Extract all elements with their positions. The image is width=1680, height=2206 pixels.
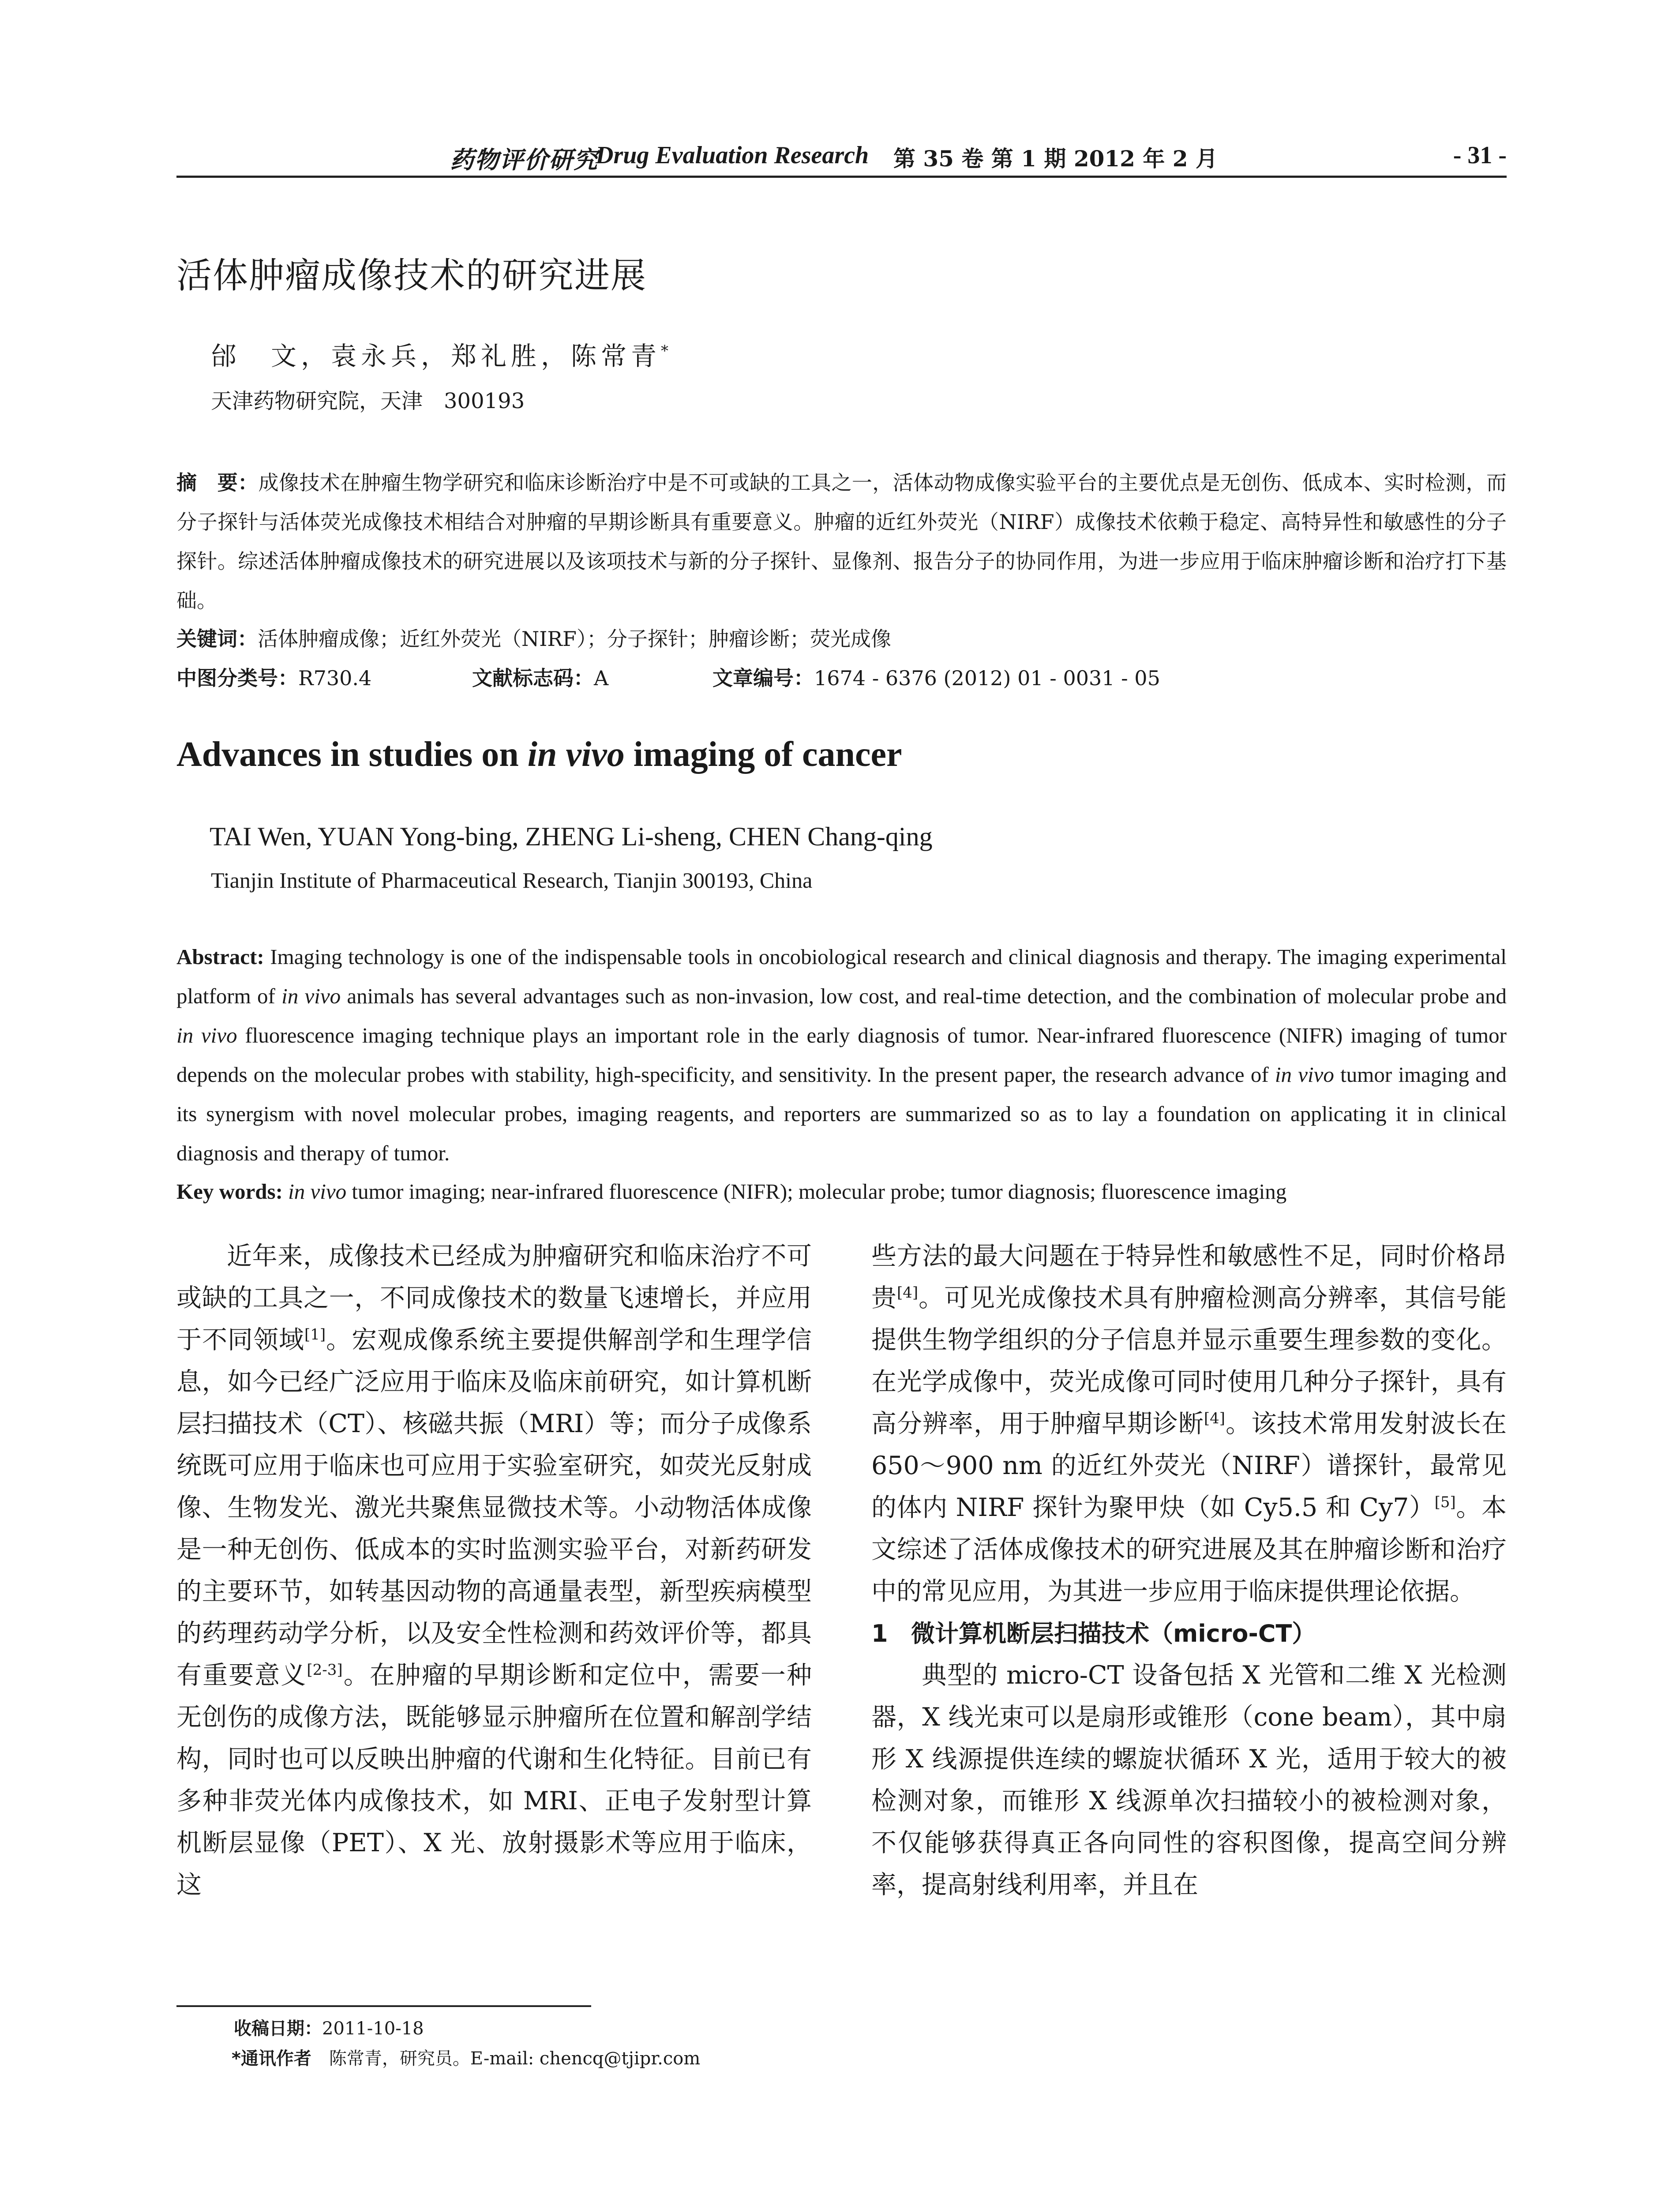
keywords-cn-label: 关键词： (176, 627, 258, 651)
doc-code-label: 文献标志码： (472, 666, 594, 690)
abstract-en-text: tumor imaging and its synergism with novel molecular probes, imaging reagents, and reporters are summarized so as to lay a foundation on applicating it in clinical diagnosis and therapy of tumor. (176, 1062, 1507, 1165)
clc-value: R730.4 (298, 666, 372, 690)
footnote-received (234, 2015, 424, 2042)
footnote-corresponding (232, 2045, 700, 2072)
page-number: - 31 - (1453, 142, 1507, 169)
title-en-part: imaging of cancer (624, 735, 902, 774)
journal-logo: 药物评价研究 (450, 146, 598, 174)
abstract-en-text: Imaging technology is one of the indispensable tools in oncobiological research and clinical diagnosis and therapy. The imaging experimental platform of (176, 945, 1507, 1008)
abstract-en-label: Abstract: (176, 945, 264, 969)
document-code (472, 659, 608, 698)
abstract-en-italic: in vivo (176, 1023, 237, 1047)
abstract-cn-label: 摘 要： (176, 471, 259, 495)
citation: [4] (897, 1284, 919, 1302)
keywords-cn (176, 619, 1507, 659)
corresponding-mark: * (661, 342, 669, 360)
journal-issue: 第 35 卷 第 1 期 2012 年 2 月 (893, 146, 1218, 172)
body-text: 。可见光成像技术具有肿瘤检测高分辨率，其信号能提供生物学组织的分子信息并显示重要生理参数的变化。在光学成像中，荧光成像可同时使用几种分子探针，具有高分辨率，用于肿瘤早期诊断 (871, 1283, 1507, 1438)
abstract-en (176, 937, 1507, 1173)
body-text: 些方法的最大问题在于特异性和敏感性不足，同时价格昂贵 (871, 1242, 1507, 1313)
corresp-label: *通讯作者 (232, 2048, 311, 2069)
abstract-cn-text: 成像技术在肿瘤生物学研究和临床诊断治疗中是不可或缺的工具之一，活体动物成像实验平台的主要优点是无创伤、低成本、实时检测，而分子探针与活体荧光成像技术相结合对肿瘤的早期诊断具有重要意义。肿瘤的近红外荧光（NIRF）成像技术依赖于稳定、高特异性和敏感性的分子探针。综述活体肿瘤成像技术的研究进展以及该项技术与新的分子探针、显像剂、报告分子的协同作用，为进一步应用于临床肿瘤诊断和治疗打下基础。 (176, 471, 1507, 612)
authors-cn-names: 邰 文，袁永兵，郑礼胜，陈常青 (211, 341, 661, 371)
abstract-cn (176, 463, 1507, 620)
keywords-en-italic: in vivo (282, 1179, 347, 1204)
citation: [5] (1434, 1493, 1456, 1511)
body-text: 近年来，成像技术已经成为肿瘤研究和临床治疗不可或缺的工具之一，不同成像技术的数量飞速增长，并应用于不同领域 (176, 1242, 812, 1354)
affiliation-en: Tianjin Institute of Pharmaceutical Research, Tianjin 300193, China (211, 868, 813, 893)
body-right-column (871, 1235, 1507, 1906)
abstract-en-italic: in vivo (281, 984, 341, 1008)
keywords-en-text: tumor imaging; near-infrared fluorescence (NIFR); molecular probe; tumor diagnosis; fluorescence imaging (346, 1179, 1287, 1204)
body-text: 典型的 micro-CT 设备包括 X 光管和二维 X 光检测器，X 线光束可以是扇形或锥形（cone beam），其中扇形 X 线源提供连续的螺旋状循环 X 光，适用于较大的被检测对象，而锥形 X 线源单次扫描较小的被检测对象，不仅能够获得真正各向同性的容积图像，提高空间分辨率，提高射线利用率，并且在 (871, 1661, 1507, 1899)
doc-code-value: A (594, 666, 609, 690)
paragraph (871, 1654, 1507, 1906)
section-heading (871, 1613, 1507, 1654)
body-text: 。该技术常用发射波长在 650～900 nm 的近红外荧光（NIRF）谱探针，最常见的体内 NIRF 探针为聚甲炔（如 Cy5.5 和 Cy7） (871, 1409, 1507, 1522)
body-text: 。本文综述了活体成像技术的研究进展及其在肿瘤诊断和治疗中的常见应用，为其进一步应用于临床提供理论依据。 (871, 1493, 1507, 1606)
corresp-value: 陈常青，研究员。E-mail: chencq@tjipr.com (311, 2048, 701, 2069)
body-left-column (176, 1235, 812, 1906)
section-title: 微计算机断层扫描技术（micro-CT） (911, 1620, 1316, 1647)
article-no-value: 1674 - 6376 (2012) 01 - 0031 - 05 (814, 666, 1160, 690)
article-number (712, 659, 1160, 698)
footnote-rule (176, 2005, 591, 2007)
authors-cn (211, 335, 668, 372)
running-header (176, 132, 1507, 176)
keywords-cn-text: 活体肿瘤成像；近红外荧光（NIRF）；分子探针；肿瘤诊断；荧光成像 (258, 627, 891, 651)
journal-name: Drug Evaluation Research (596, 142, 869, 169)
abstract-en-italic: in vivo (1275, 1062, 1334, 1087)
title-cn: 活体肿瘤成像技术的研究进展 (176, 255, 647, 296)
keywords-en (176, 1172, 1507, 1211)
clc-label: 中图分类号： (176, 666, 298, 690)
title-en-part: Advances in studies on (176, 735, 528, 774)
paragraph (871, 1235, 1507, 1613)
section-number: 1 (871, 1620, 888, 1647)
citation: [4] (1204, 1410, 1226, 1427)
received-label: 收稿日期： (234, 2018, 322, 2039)
abstract-en-text: fluorescence imaging technique plays an important role in the early diagnosis of tumor. Near-infrared fluorescence (NIFR) imaging of tumor depends on the molecular probes with stability, high-specificity, and sensitivity. In the present paper, the research advance of (176, 1023, 1507, 1087)
body-text: 。宏观成像系统主要提供解剖学和生理学信息，如今已经广泛应用于临床及临床前研究，如计算机断层扫描技术（CT）、核磁共振（MRI）等；而分子成像系统既可应用于临床也可应用于实验室研究，如荧光反射成像、生物发光、激光共聚焦显微技术等。小动物活体成像是一种无创伤、低成本的实时监测实验平台，对新药研发的主要环节，如转基因动物的高通量表型，新型疾病模型的药理药动学分析，以及安全性检测和药效评价等，都具有重要意义 (176, 1325, 812, 1690)
article-no-label: 文章编号： (712, 666, 814, 690)
received-value: 2011-10-18 (322, 2018, 424, 2039)
classification-line (176, 659, 1507, 698)
authors-en: TAI Wen, YUAN Yong-bing, ZHENG Li-sheng, CHEN Chang-qing (210, 822, 933, 851)
title-en-italic: in vivo (527, 735, 625, 774)
citation: [1] (304, 1326, 326, 1343)
header-rule (176, 176, 1507, 178)
body-text: 。在肿瘤的早期诊断和定位中，需要一种无创伤的成像方法，既能够显示肿瘤所在位置和解剖学结构，同时也可以反映出肿瘤的代谢和生化特征。目前已有多种非荧光体内成像技术，如 MRI、正电子发射型计算机断层显像（PET）、X 光、放射摄影术等应用于临床，这 (176, 1661, 812, 1899)
abstract-en-text: animals has several advantages such as non-invasion, low cost, and real-time detection, and the combination of molecular probe and (341, 984, 1507, 1008)
clc-number (176, 659, 371, 698)
affiliation-cn: 天津药物研究院，天津 300193 (211, 389, 525, 413)
keywords-en-label: Key words: (176, 1179, 283, 1204)
title-en (176, 735, 902, 775)
citation: [2-3] (307, 1661, 343, 1679)
